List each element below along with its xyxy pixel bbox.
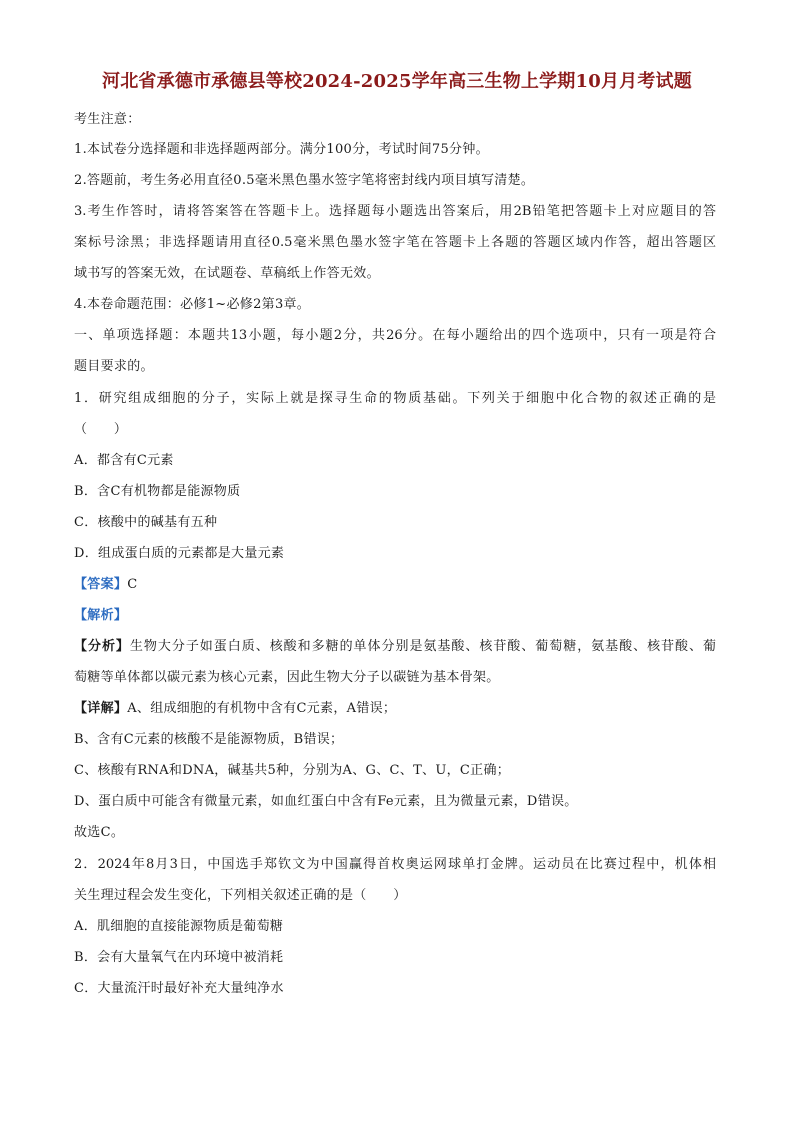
note-3-line-2: 案标号涂黑；非选择题请用直径0.5毫米黑色墨水签字笔在答题卡上各题的答题区域内作答，超出答题区 xyxy=(74,235,716,250)
question-2-option-a: A．肌细胞的直接能源物质是葡萄糖 xyxy=(74,919,284,934)
conclusion: 故选C。 xyxy=(74,825,125,840)
xiangjie-line-2: B、含有C元素的核酸不是能源物质，B错误； xyxy=(74,732,344,747)
page-title: 河北省承德市承德县等校2024-2025学年高三生物上学期10月月考试题 xyxy=(102,71,692,92)
section-1-heading-line-2: 题目要求的。 xyxy=(74,359,154,374)
analysis-row xyxy=(74,606,127,626)
note-3-line-1: 3.考生作答时，请将答案答在答题卡上。选择题每小题选出答案后，用2B铅笔把答题卡上对应题目的答 xyxy=(74,204,716,219)
question-2-stem-line-2: 关生理过程会发生变化，下列相关叙述正确的是（ ） xyxy=(74,888,407,903)
notes-heading: 考生注意： xyxy=(74,112,141,127)
note-3-line-3: 域书写的答案无效，在试题卷、草稿纸上作答无效。 xyxy=(74,266,380,281)
fenxi-text-1: 生物大分子如蛋白质、核酸和多糖的单体分别是氨基酸、核苷酸、葡萄糖，氨基酸、核苷酸、葡 xyxy=(129,639,716,654)
question-1-option-c: C．核酸中的碱基有五种 xyxy=(74,515,218,530)
xiangjie-line-4: D、蛋白质中可能含有微量元素，如血红蛋白中含有Fe元素，且为微量元素，D错误。 xyxy=(74,794,578,809)
xiangjie-tag: 【详解】 xyxy=(74,701,128,716)
question-1-option-b: B．含C有机物都是能源物质 xyxy=(74,484,241,499)
question-1-stem: 1．研究组成细胞的分子，实际上就是探寻生命的物质基础。下列关于细胞中化合物的叙述正确的是 xyxy=(74,391,716,406)
section-1-heading-line-1: 一、单项选择题：本题共13小题，每小题2分，共26分。在每小题给出的四个选项中，只有一项是符合 xyxy=(74,328,716,343)
question-2-option-c: C．大量流汗时最好补充大量纯净水 xyxy=(74,981,284,996)
note-4: 4.本卷命题范围：必修1~必修2第3章。 xyxy=(74,297,311,312)
question-2-stem-line-1: 2．2024年8月3日，中国选手郑钦文为中国赢得首枚奥运网球单打金牌。运动员在比赛过程中，机体相 xyxy=(74,857,716,872)
answer-tag: 【答案】 xyxy=(74,577,128,592)
question-1-option-d: D．组成蛋白质的元素都是大量元素 xyxy=(74,546,285,561)
xiangjie-line-3: C、核酸有RNA和DNA，碱基共5种，分别为A、G、C、T、U，C正确； xyxy=(74,763,511,778)
fenxi-line-1 xyxy=(74,637,716,657)
note-2: 2.答题前，考生务必用直径0.5毫米黑色墨水签字笔将密封线内项目填写清楚。 xyxy=(74,173,535,188)
answer-row xyxy=(74,575,137,595)
analysis-tag: 【解析】 xyxy=(74,608,128,623)
xiangjie-text-1: A、组成细胞的有机物中含有C元素，A错误； xyxy=(127,701,397,716)
question-1-option-a: A．都含有C元素 xyxy=(74,453,174,468)
fenxi-tag: 【分析】 xyxy=(74,639,130,654)
note-1: 1.本试卷分选择题和非选择题两部分。满分100分，考试时间75分钟。 xyxy=(74,142,489,157)
question-2-option-b: B．会有大量氧气在内环境中被消耗 xyxy=(74,950,284,965)
question-1-blank: （ ） xyxy=(74,422,128,437)
fenxi-line-2: 萄糖等单体都以碳元素为核心元素，因此生物大分子以碳链为基本骨架。 xyxy=(74,670,500,685)
answer-value: C xyxy=(127,577,138,592)
xiangjie-line-1 xyxy=(74,699,396,719)
